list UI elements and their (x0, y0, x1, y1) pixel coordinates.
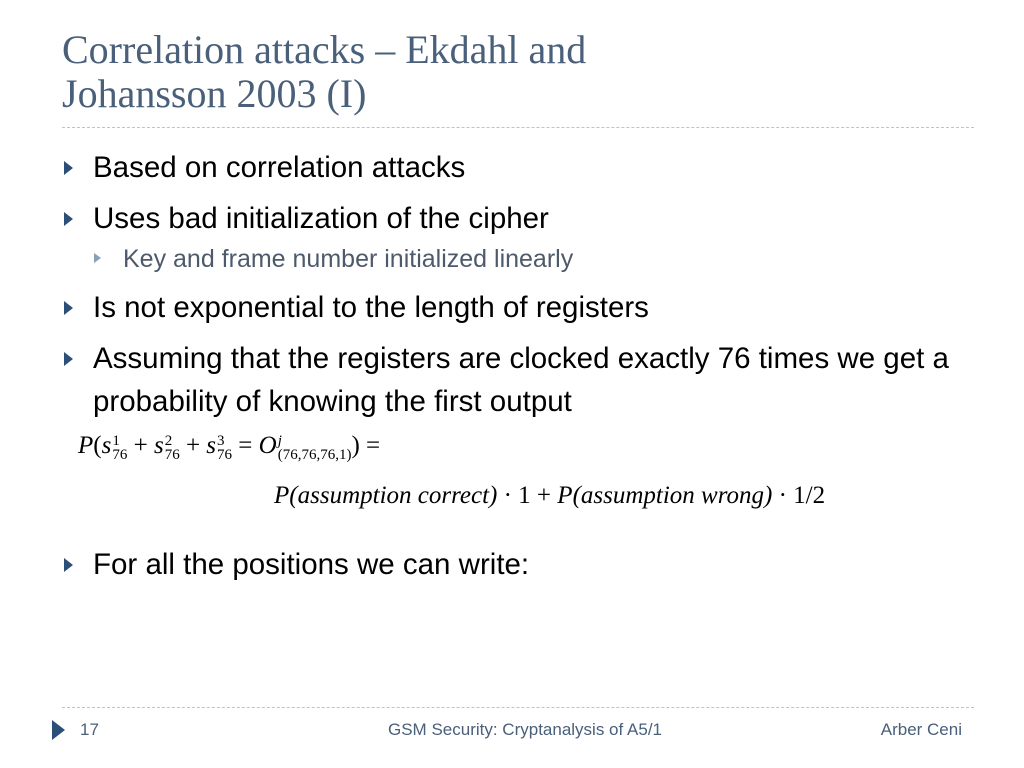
bullet-list (62, 146, 982, 586)
sub-bullet-item (62, 240, 982, 278)
sub-bullet-arrow-icon (94, 253, 101, 263)
bullet-arrow-icon (64, 558, 73, 572)
bullet-arrow-icon (64, 161, 73, 175)
footer-arrow-icon (52, 720, 65, 740)
bullet-item (62, 337, 982, 423)
bullet-text: For all the positions we can write: (93, 548, 530, 581)
probability-formula (62, 423, 982, 543)
footer-divider (62, 707, 974, 708)
bullet-item (62, 197, 982, 240)
bullet-arrow-icon (64, 212, 73, 226)
bullet-arrow-icon (64, 352, 73, 366)
title-line-2: Johansson 2003 (I) (62, 71, 367, 116)
sub-bullet-text: Key and frame number initialized linearly (123, 245, 574, 273)
slide-title (62, 28, 962, 116)
bullet-text: Assuming that the registers are clocked exactly 76 times we get a probability of knowing the first output (93, 342, 949, 418)
bullet-item (62, 286, 982, 329)
title-divider (62, 127, 974, 128)
bullet-text: Is not exponential to the length of registers (93, 291, 649, 324)
bullet-item (62, 543, 982, 586)
bullet-text: Based on correlation attacks (93, 151, 466, 184)
bullet-arrow-icon (64, 301, 73, 315)
bullet-text: Uses bad initialization of the cipher (93, 202, 549, 235)
formula-line-2: P(assumption correct) · 1 + P(assumption wrong) · 1/2 (274, 482, 826, 509)
title-line-1: Correlation attacks – Ekdahl and (62, 27, 587, 72)
page-number: 17 (80, 720, 99, 739)
formula-line-1: P(s 1 76 + s 2 76 + s 3 76 = O j (76,76,76,1) ) = (78, 432, 381, 463)
footer-title: GSM Security: Cryptanalysis of A5/1 (388, 720, 662, 739)
footer-author: Arber Ceni (880, 720, 962, 739)
bullet-item (62, 146, 982, 189)
